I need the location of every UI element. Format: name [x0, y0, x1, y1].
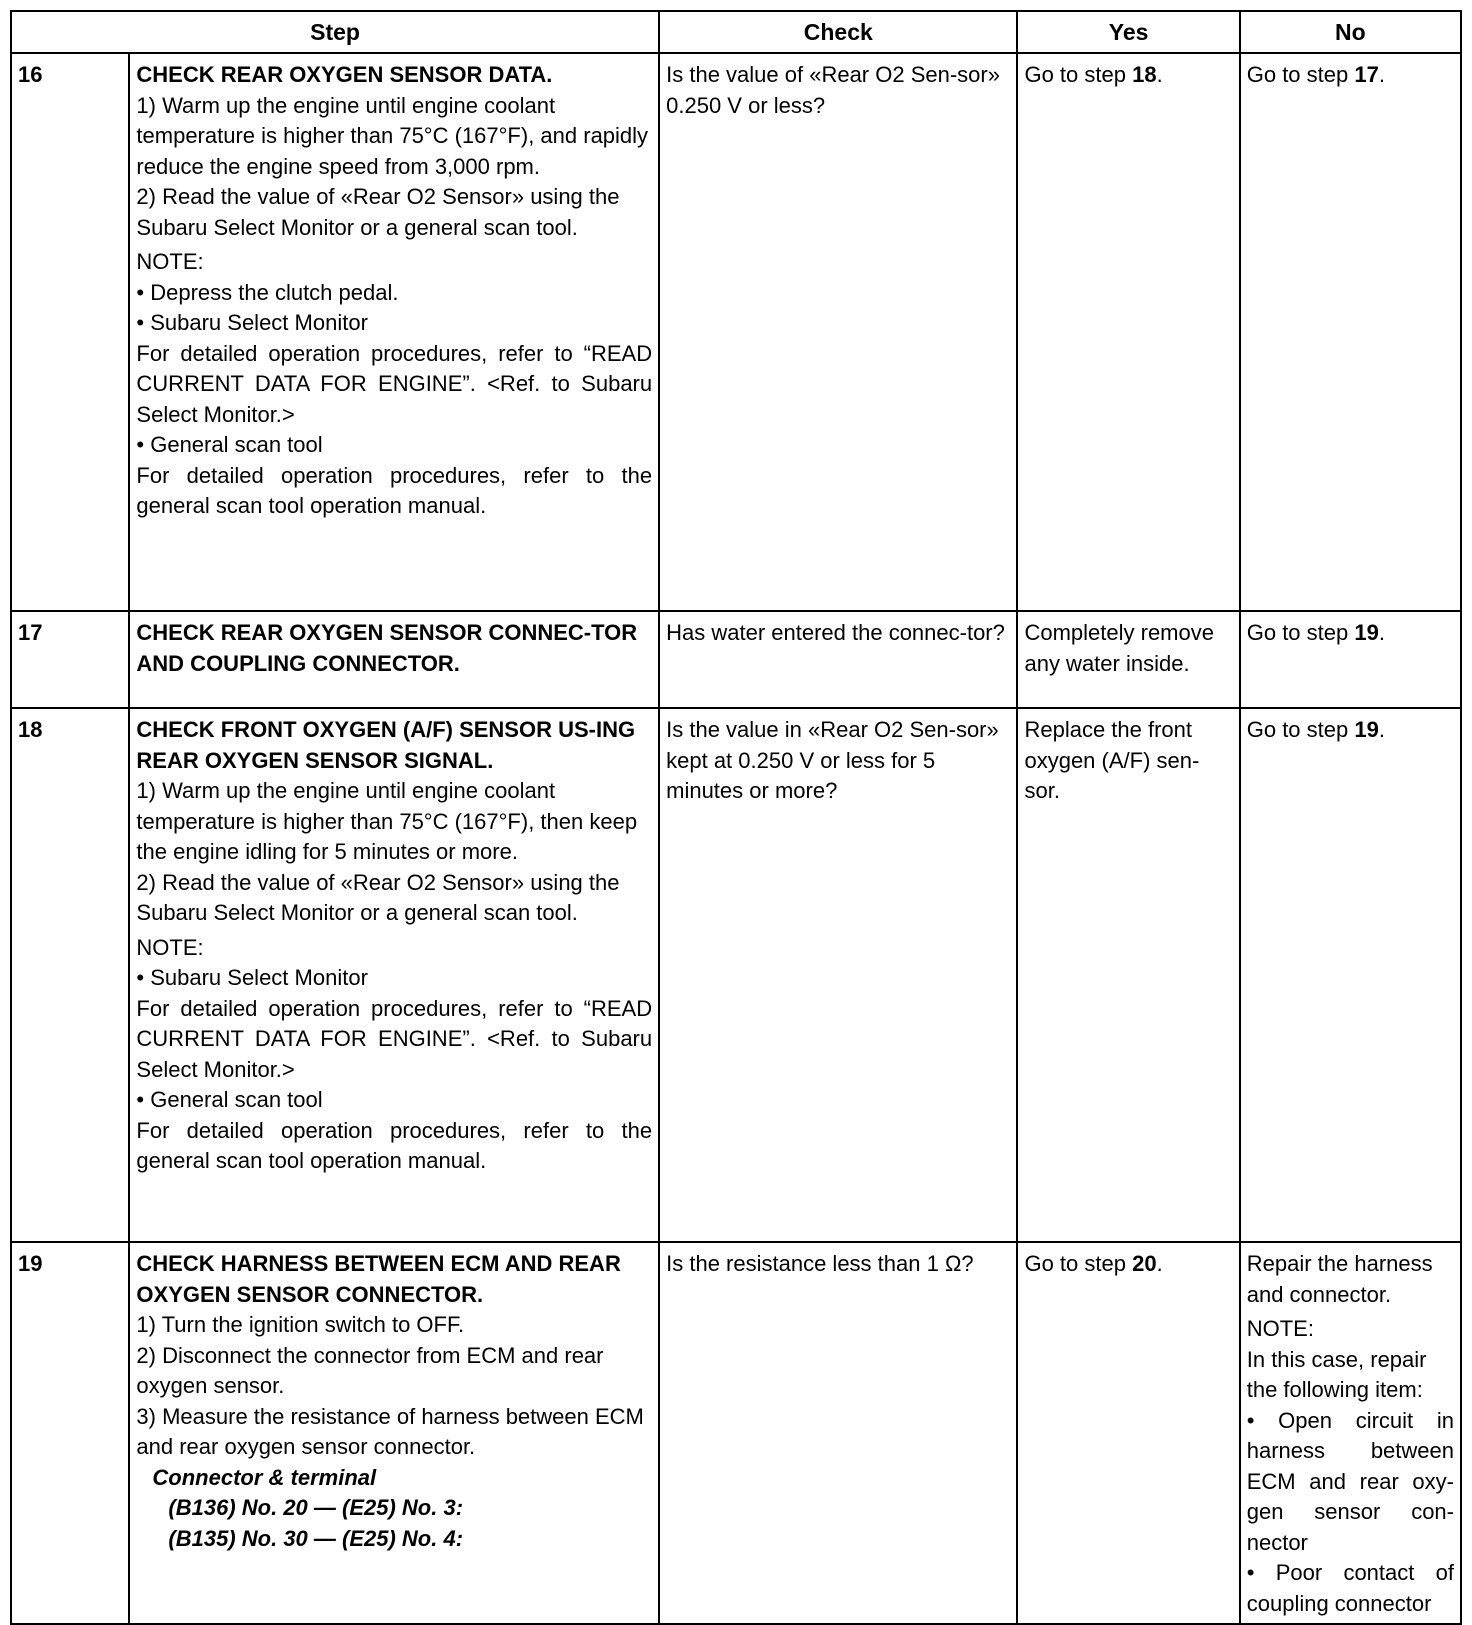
yes-suffix: .: [1156, 1251, 1163, 1276]
no-step-ref: 19: [1354, 620, 1379, 645]
no-suffix: .: [1378, 717, 1385, 742]
header-check: Check: [659, 11, 1017, 53]
yes-suffix: .: [1156, 62, 1163, 87]
step-cell: [129, 611, 659, 708]
yes-cell: [1017, 1242, 1239, 1624]
no-text: Repair the harness and connector.: [1246, 1251, 1433, 1307]
note-item: • Subaru Select Monitor: [136, 965, 368, 990]
no-suffix: .: [1378, 62, 1385, 87]
header-step: Step: [11, 11, 659, 53]
step-instruction: 1) Warm up the engine until engine coolant temperature is higher than 75°C (167°F), and rapidly reduce the engine speed from 3,000 rpm.: [136, 92, 649, 179]
no-cell: [1240, 53, 1461, 611]
no-note-label: NOTE:: [1246, 1316, 1314, 1341]
connector-terminal: (B136) No. 20 — (E25) No. 3:: [168, 1495, 464, 1520]
note-label: NOTE:: [136, 934, 204, 960]
yes-prefix: Go to step: [1024, 62, 1133, 87]
no-step-ref: 19: [1354, 717, 1379, 742]
no-suffix: .: [1378, 620, 1385, 645]
table-header-row: [11, 11, 1461, 53]
yes-prefix: Go to step: [1024, 1251, 1133, 1276]
step-number: 18: [11, 708, 129, 1242]
no-cell: [1240, 708, 1461, 1242]
note-item: For detailed operation procedures, refer to “READ CURRENT DATA FOR ENGINE”. <Ref. to Subaru Select Monitor.>: [136, 340, 653, 427]
connector-label: Connector & terminal: [152, 1464, 377, 1490]
no-note-item: • Poor contact of coupling connector: [1246, 1560, 1454, 1616]
step-title: CHECK FRONT OXYGEN (A/F) SENSOR US-ING REAR OXYGEN SENSOR SIGNAL.: [136, 717, 636, 773]
step-number: 17: [11, 611, 129, 708]
note-item: For detailed operation procedures, refer to the general scan tool operation manual.: [136, 462, 653, 518]
step-title: CHECK HARNESS BETWEEN ECM AND REAR OXYGEN SENSOR CONNECTOR.: [136, 1251, 621, 1307]
procedure-table: [10, 10, 1462, 1625]
yes-step-ref: 20: [1132, 1251, 1157, 1276]
note-item: For detailed operation procedures, refer to “READ CURRENT DATA FOR ENGINE”. <Ref. to Subaru Select Monitor.>: [136, 995, 653, 1082]
step-title: CHECK REAR OXYGEN SENSOR CONNEC-TOR AND COUPLING CONNECTOR.: [136, 620, 638, 676]
yes-cell: [1017, 53, 1239, 611]
note-item: • Depress the clutch pedal.: [136, 279, 399, 305]
yes-step-ref: 18: [1132, 62, 1157, 87]
table-row: [11, 53, 1461, 611]
no-prefix: Go to step: [1246, 717, 1355, 742]
no-cell: [1240, 611, 1461, 708]
note-item: • General scan tool: [136, 432, 323, 457]
step-number: 16: [11, 53, 129, 611]
check-cell: Has water entered the connec-tor?: [659, 611, 1017, 708]
step-cell: [129, 1242, 659, 1624]
step-instruction: 2) Read the value of «Rear O2 Sensor» using the Subaru Select Monitor or a general scan tool.: [136, 184, 620, 240]
table-row: [11, 611, 1461, 708]
step-cell: [129, 53, 659, 611]
step-instruction: 1) Turn the ignition switch to OFF.: [136, 1312, 465, 1337]
table-row: [11, 1242, 1461, 1624]
note-item: • Subaru Select Monitor: [136, 310, 368, 335]
step-cell: [129, 708, 659, 1242]
check-cell: Is the resistance less than 1 Ω?: [659, 1242, 1017, 1624]
table-row: [11, 708, 1461, 1242]
no-prefix: Go to step: [1246, 62, 1355, 87]
no-prefix: Go to step: [1246, 620, 1355, 645]
header-no: No: [1240, 11, 1461, 53]
note-label: NOTE:: [136, 249, 204, 274]
note-item: For detailed operation procedures, refer to the general scan tool operation manual.: [136, 1117, 653, 1173]
step-title: CHECK REAR OXYGEN SENSOR DATA.: [136, 62, 553, 87]
no-note: In this case, repair the following item:: [1246, 1346, 1427, 1402]
check-cell: Is the value of «Rear O2 Sen-sor» 0.250 V or less?: [659, 53, 1017, 611]
yes-cell: Completely remove any water inside.: [1017, 611, 1239, 708]
no-step-ref: 17: [1354, 62, 1379, 87]
note-item: • General scan tool: [136, 1087, 323, 1112]
connector-terminal: (B135) No. 30 — (E25) No. 4:: [168, 1525, 464, 1551]
step-number: 19: [11, 1242, 129, 1624]
step-instruction: 3) Measure the resistance of harness between ECM and rear oxygen sensor connector.: [136, 1403, 644, 1459]
step-instruction: 1) Warm up the engine until engine coolant temperature is higher than 75°C (167°F), then keep the engine idling for 5 minutes or more.: [136, 778, 638, 864]
yes-cell: Replace the front oxygen (A/F) sen-sor.: [1017, 708, 1239, 1242]
step-instruction: 2) Read the value of «Rear O2 Sensor» using the Subaru Select Monitor or a general scan tool.: [136, 869, 620, 925]
header-yes: Yes: [1017, 11, 1239, 53]
no-note-item: • Open circuit in harness between ECM and rear oxy-gen sensor con-nector: [1246, 1407, 1454, 1555]
check-cell: Is the value in «Rear O2 Sen-sor» kept at 0.250 V or less for 5 minutes or more?: [659, 708, 1017, 1242]
no-cell: [1240, 1242, 1461, 1624]
step-instruction: 2) Disconnect the connector from ECM and rear oxygen sensor.: [136, 1342, 604, 1398]
